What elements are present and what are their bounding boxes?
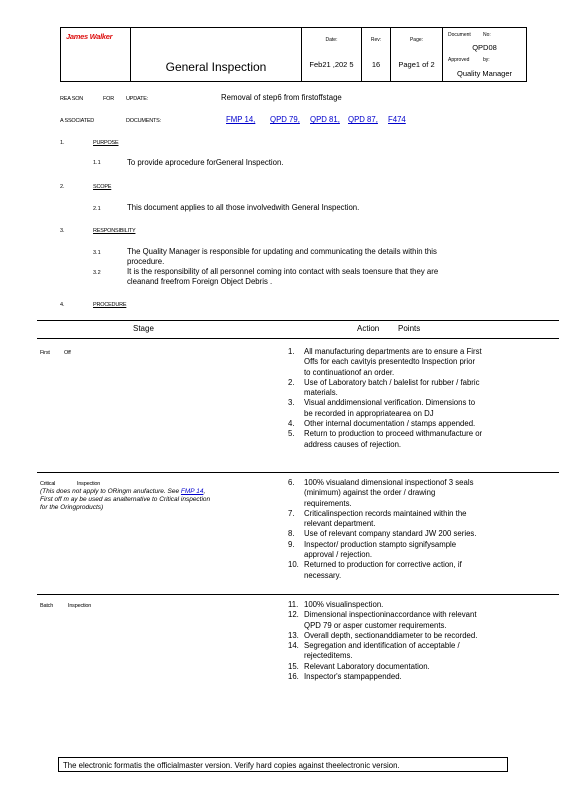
page-cell	[391, 28, 443, 81]
date-label: Date:	[325, 37, 338, 43]
item-2-1-number: 2.1	[93, 206, 101, 212]
action-column-header: Action	[357, 324, 380, 333]
date-value: Feb21 ,202 5	[309, 60, 354, 69]
item-3-1-line-1: The Quality Manager is responsible for updating and communicating the details within this	[127, 247, 437, 256]
date-cell	[302, 28, 362, 81]
stage-first-off-label-1: First	[40, 350, 50, 356]
action-item: 2. Use of Laboratory batch / balelist for rubber / fabric materials.	[288, 377, 480, 398]
item-1-1-number: 1.1	[93, 160, 101, 166]
section-2-title: SCOPE	[93, 184, 112, 190]
item-3-2-line-2: cleanand freefrom Foreign Object Debris .	[127, 277, 273, 286]
item-1-1-text: To provide aprocedure forGeneral Inspection.	[127, 158, 284, 167]
approved-label: Approved	[448, 57, 470, 63]
reason-text: Removal of step6 from firstoffstage	[221, 93, 342, 102]
associated-label-2: DOCUMENTS:	[126, 118, 161, 124]
item-3-1-line-2: procedure.	[127, 257, 165, 266]
table-top-rule	[37, 320, 559, 321]
reason-label-2: FOR	[103, 96, 115, 102]
action-item: 6. 100% visualand dimensional inspectionof 3 seals (minimum) against the order / drawing requirements.	[288, 478, 474, 508]
action-item: 7. Criticalinspection records maintained within the relevant department.	[288, 508, 467, 529]
section-4-number: 4.	[60, 302, 65, 308]
action-item: 10. Returned to production for corrective action, if necessary.	[288, 560, 462, 580]
action-item: 14. Segregation and identification of acceptable / rejecteditems.	[288, 641, 460, 661]
stage-batch-label-2: Inspection	[68, 603, 92, 609]
action-item: 13. Overall depth, sectionanddiameter to be recorded.	[288, 630, 478, 640]
critical-inspection-actions	[288, 478, 523, 581]
stage-critical-label-2: Inspection	[77, 481, 101, 487]
link-f474[interactable]: F474	[388, 115, 406, 124]
stage-column-header: Stage	[133, 324, 154, 333]
link-qpd-79[interactable]: QPD 79,	[270, 115, 300, 124]
section-4-title: PROCEDURE	[93, 302, 127, 308]
action-item: 3. Visual anddimensional verification. Dimensions to be recorded in appropriatearea on DJ	[288, 398, 476, 418]
stage-first-off-label-2: Off	[64, 350, 71, 356]
document-number: QPD08	[472, 43, 497, 52]
action-item: 5. Return to production to proceed withmanufacture or address causes of rejection.	[288, 429, 483, 449]
reason-label-3: UPDATE:	[126, 96, 149, 102]
action-item: 1. All manufacturing departments are to ensure a First Offs for each cavityis presentedto Inspection prior to continuationof an order.	[288, 347, 482, 377]
footer-notice: The electronic formatis the officialmaster version. Verify hard copies against theelectronic version.	[58, 757, 508, 772]
batch-inspection-actions	[288, 600, 523, 682]
link-qpd-81[interactable]: QPD 81,	[310, 115, 340, 124]
section-3-title: RESPONSIBILITY	[93, 228, 136, 234]
title-cell	[131, 28, 302, 81]
page-label: Page:	[409, 37, 424, 43]
rev-value: 16	[371, 60, 381, 69]
action-item: 15. Relevant Laboratory documentation.	[288, 661, 430, 671]
page-value: Page1 of 2	[398, 60, 435, 69]
action-item: 9. Inspector/ production stampto signifysample approval / rejection.	[288, 539, 457, 560]
rev-label: Rev:	[370, 37, 382, 43]
stage-divider-2	[37, 594, 559, 595]
company-logo: James Walker	[66, 32, 113, 41]
item-3-2-line-1: It is the responsibility of all personnel coming into contact with seals toensure that they are	[127, 267, 439, 276]
action-item: 12. Dimensional inspectioninaccordance with relevant QPD 79 or asper customer requirements.	[288, 610, 477, 630]
stage-batch-label-1: Batch	[40, 603, 54, 609]
section-3-number: 3.	[60, 228, 65, 234]
approved-by-label: by:	[483, 57, 490, 63]
first-off-actions	[288, 347, 523, 450]
associated-label-1: A SSOCIATED	[60, 118, 95, 124]
item-2-1-text: This document applies to all those involvedwith General Inspection.	[127, 203, 360, 212]
action-item: 11. 100% visualinspection.	[288, 600, 384, 609]
stage-divider-1	[37, 472, 559, 473]
table-header-rule	[37, 338, 559, 339]
critical-inspection-note: (This does not apply to ORingm anufacture. See FMP 14, First off m ay be used as analternative to Critical inspection for the Oringproducts)	[40, 488, 211, 511]
logo-cell	[61, 28, 131, 81]
document-header	[60, 27, 527, 82]
link-fmp-14-note[interactable]: FMP 14	[180, 488, 204, 495]
section-1-title: PURPOSE	[93, 140, 119, 146]
reason-label-1: REA SON	[60, 96, 84, 102]
item-3-1-number: 3.1	[93, 250, 101, 256]
approved-by-value: Quality Manager	[456, 69, 513, 78]
document-label: Document	[448, 32, 471, 38]
document-cell	[443, 28, 526, 81]
stage-critical-label-1: Critical	[40, 481, 56, 487]
item-3-2-number: 3.2	[93, 270, 101, 276]
link-qpd-87[interactable]: QPD 87,	[348, 115, 378, 124]
rev-cell	[362, 28, 391, 81]
link-fmp-14[interactable]: FMP 14,	[226, 115, 256, 124]
action-item: 8. Use of relevant company standard JW 200 series.	[288, 529, 477, 539]
document-title: General Inspection	[165, 60, 267, 74]
action-item: 16. Inspector's stampappended.	[288, 672, 402, 682]
document-no-label: No:	[483, 32, 491, 38]
section-2-number: 2.	[60, 184, 65, 190]
action-item: 4. Other internal documentation / stamps appended.	[288, 419, 476, 429]
points-column-header: Points	[398, 324, 421, 333]
section-1-number: 1.	[60, 140, 65, 146]
